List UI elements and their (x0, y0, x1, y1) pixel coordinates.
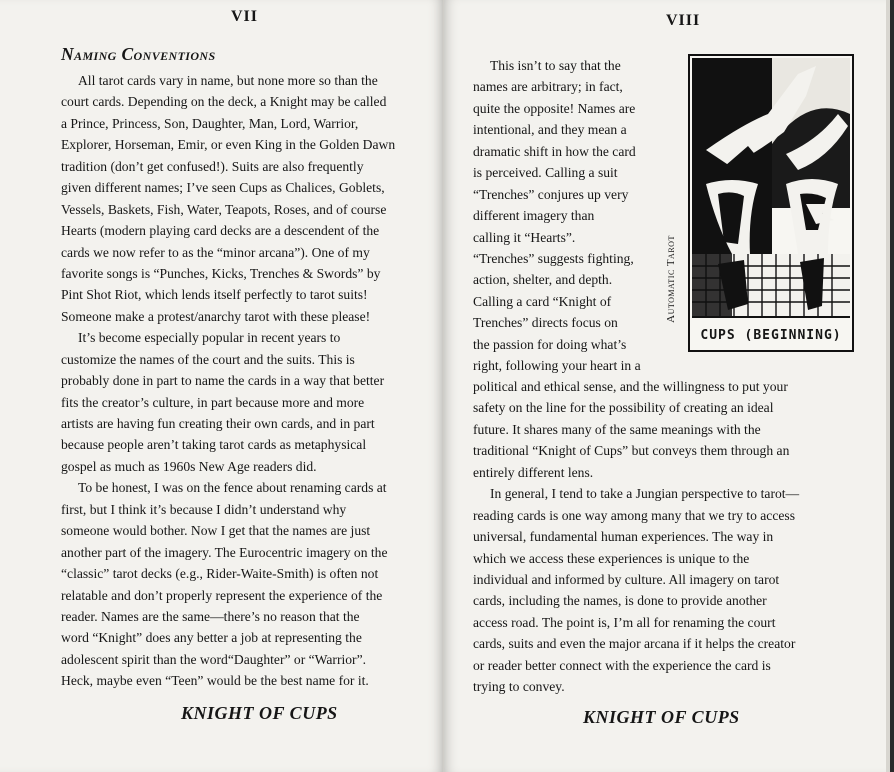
text-line: gospel as much as 1960s New Age readers did. (61, 458, 317, 474)
text-line: Calling a card “Knight of (473, 293, 612, 309)
text-line: traditional “Knight of Cups” but conveys them through an (473, 443, 790, 459)
text-line: It’s become especially popular in recent years to (61, 330, 341, 346)
text-line: reading cards is one way among many that we try to access (473, 507, 795, 523)
text-line: artists are having fun creating their own cards, and in part (61, 416, 375, 431)
text-line: Someone make a protest/anarchy tarot with these please! (61, 308, 371, 324)
text-line: future. It shares many of the same meanings with the (473, 421, 761, 437)
text-line: Vessels, Baskets, Fish, Water, Teapots, Roses, and of course (61, 201, 387, 217)
text-line: Hearts (modern playing card decks are a descendent of the (61, 223, 380, 239)
left-page (0, 0, 444, 772)
text-line: customize the names of the court and the suits. This is (61, 351, 355, 367)
text-line: quite the opposite! Names are (473, 100, 636, 116)
tarot-card-illustration (665, 54, 854, 352)
text-line: or reader better connect with the experience the card is (473, 657, 771, 673)
text-line: dramatic shift in how the card (473, 143, 636, 159)
text-line: Pint Shot Riot, which lends itself perfectly to tarot suits! (61, 287, 368, 303)
text-line: a Prince, Princess, Son, Daughter, Man, Lord, Warrior, (61, 115, 359, 131)
text-line: tradition (don’t get confused!). Suits are also frequently (61, 158, 364, 174)
text-line: word “Knight” does any better a job at representing the (61, 630, 362, 646)
text-line: first, but I think it’s because I didn’t understand why (61, 501, 347, 517)
text-line: another part of the imagery. The Eurocentric imagery on the (61, 544, 388, 560)
text-line: This isn’t to say that the (473, 58, 621, 73)
text-line: individual and informed by culture. All imagery on tarot (473, 571, 780, 587)
text-line: cards, suits and even the major arcana if it helps the creator (473, 636, 796, 652)
text-line: To be honest, I was on the fence about renaming cards at (61, 480, 387, 496)
text-line: different imagery than (473, 208, 595, 224)
text-line: Trenches” directs focus on (473, 315, 618, 331)
text-line: safety on the line for the possibility of creating an ideal (473, 400, 774, 416)
text-line: action, shelter, and depth. (473, 272, 613, 288)
text-line: trying to convey. (473, 679, 565, 695)
right-page (444, 0, 890, 772)
text-line: reader. Names are the same—there’s no reason that the (61, 608, 360, 624)
page-footer: KNIGHT OF CUPS (583, 707, 740, 727)
text-line: adolescent spirit than the word“Daughter” or “Warrior”. (61, 651, 367, 667)
text-line: probably done in part to name the cards in a way that better (61, 373, 385, 389)
text-line: All tarot cards vary in name, but none more so than the (61, 73, 378, 88)
body-text-wrapped (473, 55, 641, 377)
text-line: cards we now refer to as the “minor arcana”). One of my (61, 244, 370, 260)
text-line: is perceived. Calling a suit (473, 165, 618, 181)
text-line: the passion for doing what’s (473, 336, 627, 352)
text-line: Heck, maybe even “Teen” would be the best name for it. (61, 673, 369, 689)
text-line: cards, including the names, is done to provide another (473, 593, 767, 609)
text-line: calling it “Hearts”. (473, 229, 576, 245)
text-line: “classic” tarot decks (e.g., Rider-Waite-Smith) is often not (61, 566, 379, 582)
section-heading: Naming Conventions (61, 44, 216, 64)
text-line: because people aren’t taking tarot cards as metaphysical (61, 437, 367, 453)
body-text-full (473, 376, 799, 698)
text-line: court cards. Depending on the deck, a Knight may be called (61, 94, 387, 110)
text-line: relatable and don’t properly represent the experience of the (61, 587, 383, 603)
text-line: political and ethical sense, and the willingness to put your (473, 379, 788, 394)
page-number: VIII (666, 12, 701, 29)
text-line: which we access these experiences is unique to the (473, 550, 750, 566)
text-line: intentional, and they mean a (473, 122, 627, 138)
text-line: fits the creator’s culture, in part because more and more (61, 394, 365, 410)
card-caption: CUPS (BEGINNING) (700, 327, 842, 343)
text-line: universal, fundamental human experiences. The way in (473, 529, 774, 545)
text-line: access road. The point is, I’m all for renaming the court (473, 614, 776, 630)
body-text (61, 70, 395, 692)
text-line: entirely different lens. (473, 464, 594, 480)
text-line: someone would bother. Now I get that the names are just (61, 523, 371, 539)
text-line: “Trenches” conjures up very (473, 186, 629, 202)
page-footer: KNIGHT OF CUPS (181, 703, 338, 723)
text-line: names are arbitrary; in fact, (473, 79, 623, 95)
text-line: Explorer, Horseman, Emir, or even King in the Golden Dawn (61, 137, 396, 153)
page-number: VII (231, 8, 259, 25)
text-line: “Trenches” suggests fighting, (473, 250, 634, 266)
text-line: In general, I tend to take a Jungian perspective to tarot— (473, 486, 800, 502)
text-line: favorite songs is “Punches, Kicks, Trenches & Swords” by (61, 265, 381, 281)
text-line: given different names; I’ve seen Cups as Chalices, Goblets, (61, 180, 385, 196)
cups-card-image (688, 54, 854, 352)
text-line: right, following your heart in a (473, 358, 641, 374)
card-side-label: Automatic Tarot (665, 235, 677, 323)
